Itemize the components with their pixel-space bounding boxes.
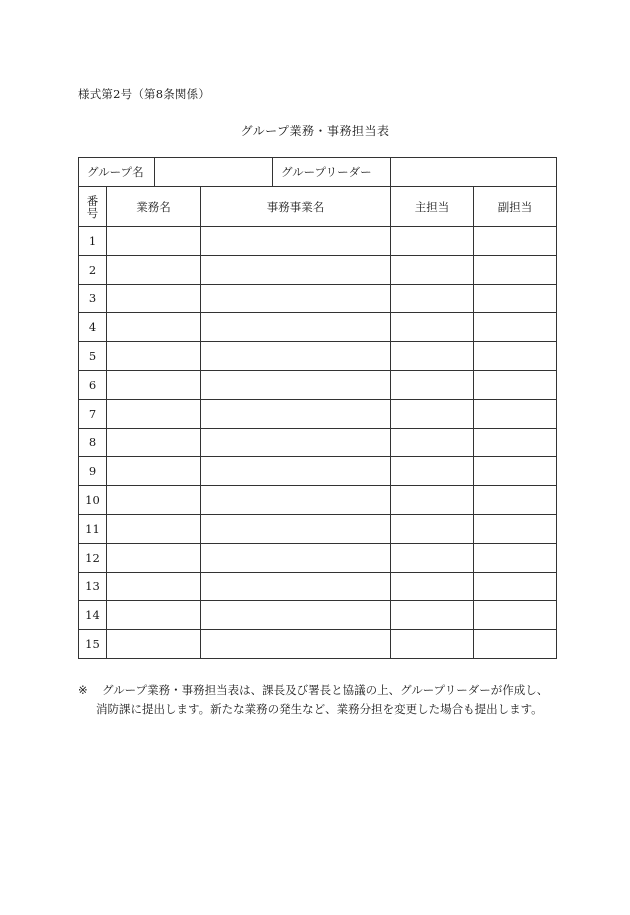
column-header-business-name: 業務名 xyxy=(107,187,201,227)
primary-cell[interactable] xyxy=(391,342,474,371)
secondary-cell[interactable] xyxy=(474,284,557,313)
secondary-cell[interactable] xyxy=(474,428,557,457)
primary-cell[interactable] xyxy=(391,486,474,515)
secondary-cell[interactable] xyxy=(474,227,557,256)
business-name-cell[interactable] xyxy=(107,457,201,486)
group-name-field[interactable] xyxy=(155,158,273,187)
table-row xyxy=(79,601,557,630)
business-name-cell[interactable] xyxy=(107,255,201,284)
group-leader-field[interactable] xyxy=(391,158,557,187)
task-name-cell[interactable] xyxy=(201,514,391,543)
business-name-cell[interactable] xyxy=(107,428,201,457)
table-row xyxy=(79,370,557,399)
secondary-cell[interactable] xyxy=(474,486,557,515)
secondary-cell[interactable] xyxy=(474,630,557,659)
task-name-cell[interactable] xyxy=(201,601,391,630)
task-name-cell[interactable] xyxy=(201,284,391,313)
primary-cell[interactable] xyxy=(391,428,474,457)
row-number: 6 xyxy=(79,370,107,399)
secondary-cell[interactable] xyxy=(474,342,557,371)
row-number: 11 xyxy=(79,514,107,543)
business-name-cell[interactable] xyxy=(107,601,201,630)
form-number: 様式第2号（第8条関係） xyxy=(78,87,211,101)
row-number: 9 xyxy=(79,457,107,486)
task-name-cell[interactable] xyxy=(201,572,391,601)
primary-cell[interactable] xyxy=(391,514,474,543)
secondary-cell[interactable] xyxy=(474,313,557,342)
table-row xyxy=(79,486,557,515)
task-name-cell[interactable] xyxy=(201,543,391,572)
footnote-line-2: 消防課に提出します。新たな業務の発生など、業務分担を変更した場合も提出します。 xyxy=(96,702,543,716)
business-name-cell[interactable] xyxy=(107,630,201,659)
task-name-cell[interactable] xyxy=(201,370,391,399)
column-header-primary: 主担当 xyxy=(391,187,474,227)
column-header-secondary: 副担当 xyxy=(474,187,557,227)
row-number: 5 xyxy=(79,342,107,371)
document-title: グループ業務・事務担当表 xyxy=(240,124,390,138)
column-header-number-line2: 号 xyxy=(86,205,99,220)
primary-cell[interactable] xyxy=(391,630,474,659)
primary-cell[interactable] xyxy=(391,227,474,256)
group-info-row xyxy=(79,158,557,187)
table-row xyxy=(79,514,557,543)
column-header-number xyxy=(79,187,107,227)
task-name-cell[interactable] xyxy=(201,342,391,371)
secondary-cell[interactable] xyxy=(474,370,557,399)
secondary-cell[interactable] xyxy=(474,457,557,486)
primary-cell[interactable] xyxy=(391,601,474,630)
secondary-cell[interactable] xyxy=(474,399,557,428)
table-row xyxy=(79,399,557,428)
table-row xyxy=(79,428,557,457)
table-row xyxy=(79,313,557,342)
task-name-cell[interactable] xyxy=(201,428,391,457)
group-name-label: グループ名 xyxy=(79,158,155,187)
row-number: 3 xyxy=(79,284,107,313)
business-name-cell[interactable] xyxy=(107,227,201,256)
secondary-cell[interactable] xyxy=(474,514,557,543)
table-row xyxy=(79,543,557,572)
task-name-cell[interactable] xyxy=(201,227,391,256)
row-number: 12 xyxy=(79,543,107,572)
secondary-cell[interactable] xyxy=(474,255,557,284)
table-row xyxy=(79,227,557,256)
primary-cell[interactable] xyxy=(391,313,474,342)
business-name-cell[interactable] xyxy=(107,572,201,601)
primary-cell[interactable] xyxy=(391,543,474,572)
row-number: 1 xyxy=(79,227,107,256)
row-number: 2 xyxy=(79,255,107,284)
primary-cell[interactable] xyxy=(391,255,474,284)
secondary-cell[interactable] xyxy=(474,543,557,572)
task-name-cell[interactable] xyxy=(201,399,391,428)
primary-cell[interactable] xyxy=(391,399,474,428)
group-leader-label: グループリーダー xyxy=(273,158,391,187)
row-number: 7 xyxy=(79,399,107,428)
business-name-cell[interactable] xyxy=(107,342,201,371)
primary-cell[interactable] xyxy=(391,572,474,601)
column-header-number-line1: 番 xyxy=(86,193,99,208)
table-row xyxy=(79,630,557,659)
business-name-cell[interactable] xyxy=(107,486,201,515)
task-name-cell[interactable] xyxy=(201,486,391,515)
business-name-cell[interactable] xyxy=(107,284,201,313)
column-header-row xyxy=(79,187,557,227)
assignment-table xyxy=(78,157,557,659)
primary-cell[interactable] xyxy=(391,370,474,399)
row-number: 13 xyxy=(79,572,107,601)
task-name-cell[interactable] xyxy=(201,457,391,486)
business-name-cell[interactable] xyxy=(107,399,201,428)
column-header-task-name: 事務事業名 xyxy=(201,187,391,227)
table-row xyxy=(79,342,557,371)
table-row xyxy=(79,255,557,284)
footnote xyxy=(78,681,568,719)
footnote-mark: ※ xyxy=(78,683,88,697)
row-number: 15 xyxy=(79,630,107,659)
business-name-cell[interactable] xyxy=(107,514,201,543)
row-number: 8 xyxy=(79,428,107,457)
secondary-cell[interactable] xyxy=(474,572,557,601)
primary-cell[interactable] xyxy=(391,284,474,313)
table-row xyxy=(79,457,557,486)
table-row xyxy=(79,572,557,601)
task-name-cell[interactable] xyxy=(201,630,391,659)
task-name-cell[interactable] xyxy=(201,255,391,284)
row-number: 4 xyxy=(79,313,107,342)
task-name-cell[interactable] xyxy=(201,313,391,342)
secondary-cell[interactable] xyxy=(474,601,557,630)
primary-cell[interactable] xyxy=(391,457,474,486)
business-name-cell[interactable] xyxy=(107,543,201,572)
footnote-line-1: グループ業務・事務担当表は、課長及び署長と協議の上、グループリーダーが作成し、 xyxy=(102,683,549,697)
row-number: 10 xyxy=(79,486,107,515)
table-row xyxy=(79,284,557,313)
business-name-cell[interactable] xyxy=(107,313,201,342)
row-number: 14 xyxy=(79,601,107,630)
business-name-cell[interactable] xyxy=(107,370,201,399)
